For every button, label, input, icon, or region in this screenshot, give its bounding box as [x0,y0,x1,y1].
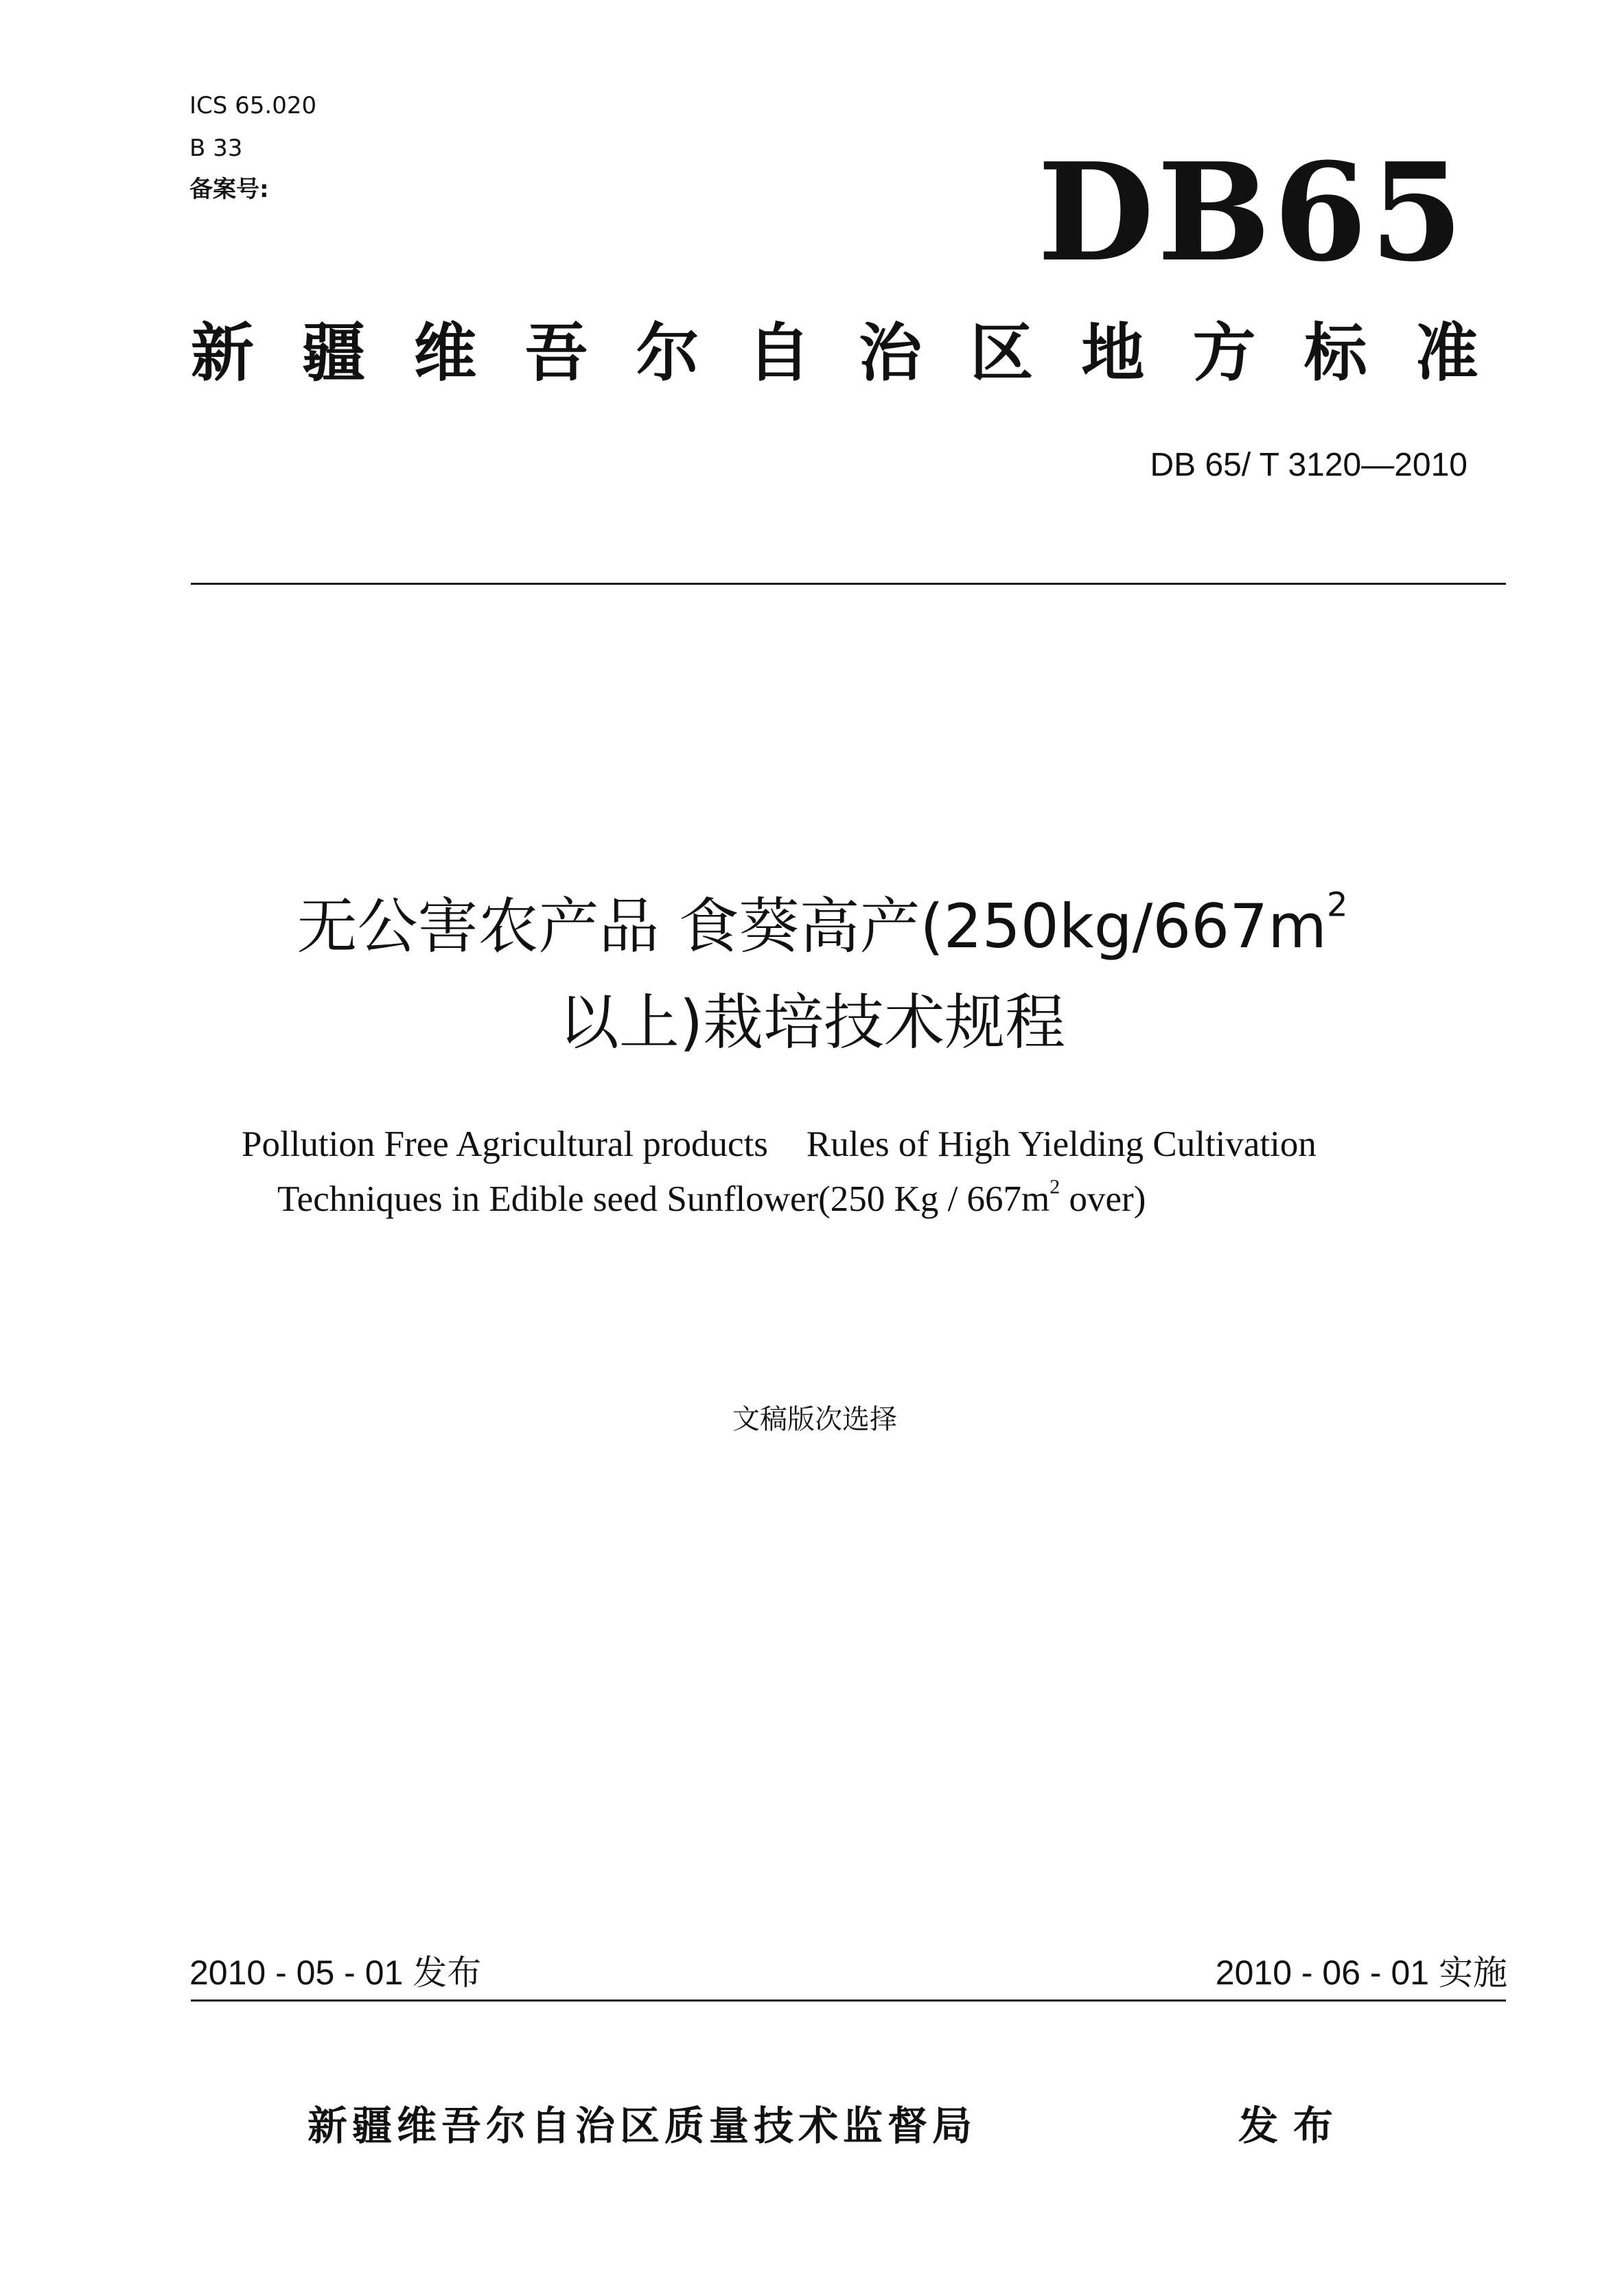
org-title-char: 维 [413,316,477,390]
organization-title [191,316,1478,391]
effective-date: 2010 - 06 - 01 实施 [1215,1953,1507,1992]
title-en-superscript: 2 [1049,1175,1060,1198]
title-en-line-1-part-1: Pollution Free Agricultural products [242,1124,768,1164]
title-en-line-1-part-2: Rules of High Yielding Cultivation [806,1124,1316,1164]
org-title-char: 自 [747,316,811,390]
title-en-line-2 [277,1175,1146,1223]
bottom-divider [191,1999,1506,2002]
org-title-char: 疆 [302,316,366,390]
title-en-line-2-text: Techniques in Edible seed Sunflower(250 Kg / 667m [277,1179,1050,1219]
title-cn-line-1 [0,885,1624,964]
org-title-char: 吾 [524,316,588,390]
title-en-line-2-tail: over) [1060,1179,1146,1219]
standard-logo: DB65 [1037,134,1466,292]
org-title-char: 方 [1192,316,1256,390]
title-cn-line-2: 以上)栽培技术规程 [558,987,1066,1058]
org-title-char: 治 [859,316,923,390]
top-divider [191,583,1506,585]
issue-date: 2010 - 05 - 01 发布 [189,1953,482,1992]
org-title-char: 新 [191,316,255,390]
org-title-char: 准 [1415,316,1478,390]
draft-version-note: 文稿版次选择 [732,1404,897,1435]
org-title-char: 标 [1303,316,1367,390]
title-en-line-1 [242,1120,1316,1168]
ics-code: ICS 65.020 [189,92,317,119]
classification-code: B 33 [189,135,243,162]
title-cn-line-1-text: 无公害农产品 食葵高产(250kg/667m [297,891,1327,962]
title-cn-superscript: 2 [1326,885,1348,925]
filing-number-label: 备案号: [189,176,269,203]
org-title-char: 尔 [636,316,699,390]
org-title-char: 区 [970,316,1034,390]
issuer-name: 新疆维吾尔自治区质量技术监督局 [308,2102,977,2149]
standard-number: DB 65/ T 3120—2010 [1150,447,1468,483]
issuer-action: 发布 [1238,2102,1349,2149]
org-title-char: 地 [1081,316,1145,390]
